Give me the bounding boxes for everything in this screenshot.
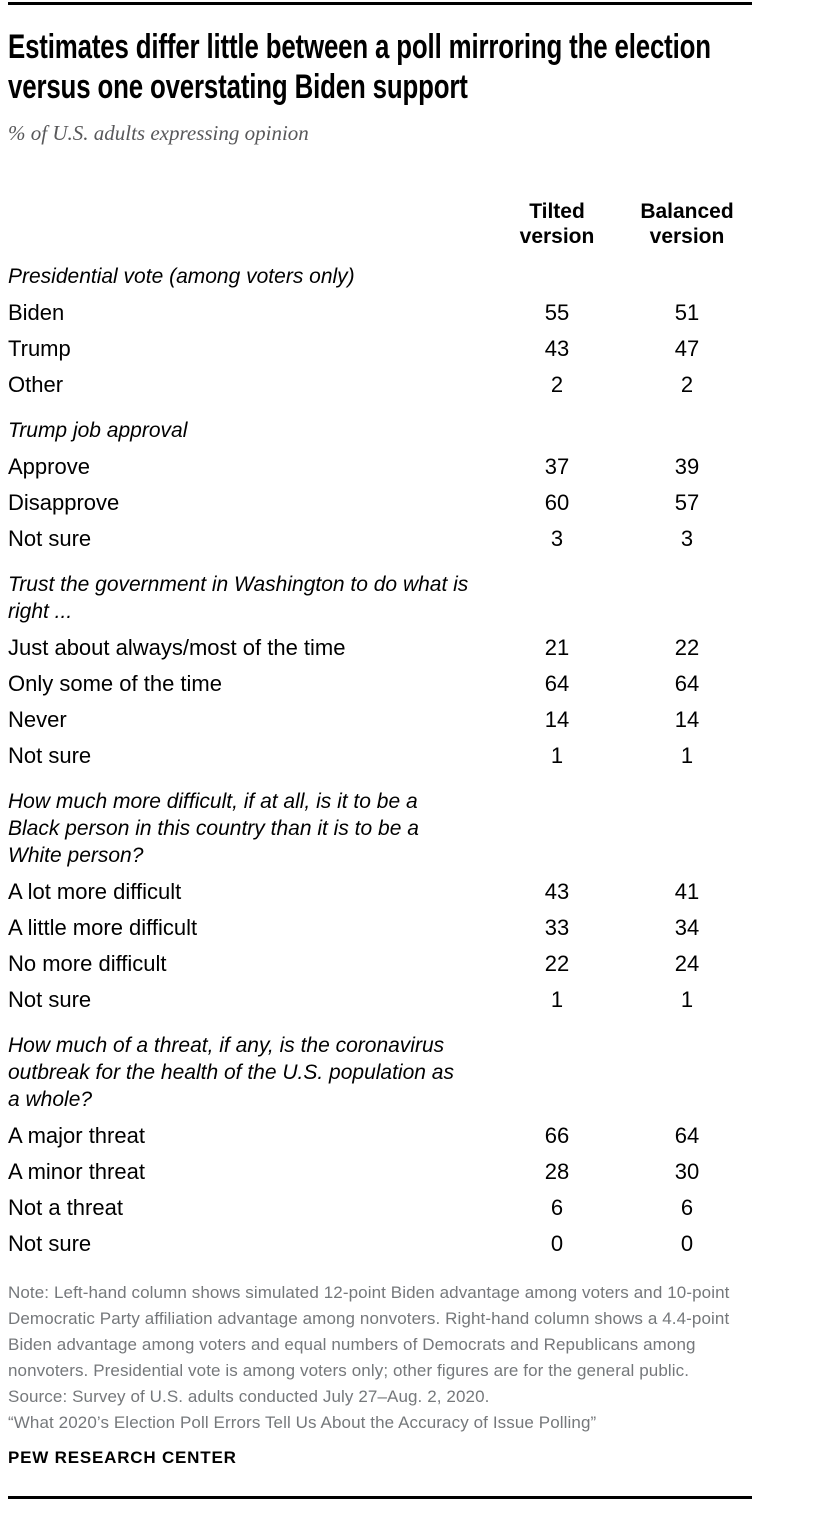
row-label: Disapprove [8,490,120,515]
tilted-value: 43 [544,336,570,361]
balanced-value: 64 [674,1123,700,1148]
row-label: A lot more difficult [8,879,182,904]
section-header: Presidential vote (among voters only) [8,265,355,288]
balanced-value: 41 [674,879,700,904]
tilted-value: 43 [544,879,570,904]
section-header: How much more difficult, if at all, is it to be a Black person in this country than it is to be a White person? [8,790,419,867]
row-label: Only some of the time [8,671,222,696]
column-header-tilted: Tilted version [519,200,595,248]
table-row [8,666,752,702]
tilted-value: 21 [544,635,570,660]
page-title: Estimates differ little between a poll mirroring the election versus one overstating Biden support [8,28,711,106]
column-header-spacer [8,199,492,249]
row-label: Not sure [8,1231,92,1256]
table-row [8,1226,752,1262]
balanced-value: 1 [680,987,694,1012]
top-rule [8,2,752,5]
section-header: Trust the government in Washington to do what is right ... [8,573,469,623]
table-row [8,367,752,403]
tilted-value: 33 [544,915,570,940]
table-row [8,521,752,557]
row-label: Not sure [8,743,92,768]
tilted-value: 1 [550,987,564,1012]
bottom-rule [8,1496,752,1499]
balanced-value: 24 [674,951,700,976]
balanced-value: 6 [680,1195,694,1220]
row-label: Never [8,707,67,732]
column-header-balanced: Balanced version [640,200,734,248]
row-label: A minor threat [8,1159,145,1184]
row-label: Other [8,372,64,397]
table-row [8,331,752,367]
tilted-value: 14 [544,707,570,732]
table-row [8,295,752,331]
tilted-value: 2 [550,372,564,397]
tilted-value: 60 [544,490,570,515]
row-label: Just about always/most of the time [8,635,346,660]
balanced-value: 47 [674,336,700,361]
balanced-value: 2 [680,372,694,397]
table-row [8,630,752,666]
tilted-value: 66 [544,1123,570,1148]
row-label: Not sure [8,987,92,1012]
row-label: A major threat [8,1123,145,1148]
table-row [8,1190,752,1226]
table-row [8,449,752,485]
balanced-value: 1 [680,743,694,768]
report-card [8,0,752,1499]
balanced-value: 39 [674,454,700,479]
table-row [8,485,752,521]
table-row [8,1118,752,1154]
source-text: Source: Survey of U.S. adults conducted July 27–Aug. 2, 2020. [8,1387,490,1406]
tilted-value: 1 [550,743,564,768]
row-label: Trump [8,336,71,361]
tilted-value: 28 [544,1159,570,1184]
balanced-value: 3 [680,526,694,551]
row-label: Biden [8,300,65,325]
row-label: Not a threat [8,1195,123,1220]
row-label: A little more difficult [8,915,198,940]
balanced-value: 57 [674,490,700,515]
table-row [8,946,752,982]
tilted-value: 3 [550,526,564,551]
table-row [8,982,752,1018]
table-row [8,1154,752,1190]
table-row [8,738,752,774]
tilted-value: 37 [544,454,570,479]
tilted-value: 6 [550,1195,564,1220]
note-text: Note: Left-hand column shows simulated 12-point Biden advantage among voters and 10-point Democratic Party affiliation advantage among nonvoters. Right-hand column shows a 4.4-point Biden advantage among voters and equal numbers of Democrats and Republicans among nonvoters. Presidential vote is among voters only; other figures are for the general public. [8,1283,730,1380]
balanced-value: 30 [674,1159,700,1184]
balanced-value: 0 [680,1231,694,1256]
tilted-value: 0 [550,1231,564,1256]
tilted-value: 55 [544,300,570,325]
table-row [8,702,752,738]
table-row [8,910,752,946]
table-body [8,263,752,1262]
brand-wordmark: PEW RESEARCH CENTER [8,1448,237,1467]
row-label: Not sure [8,526,92,551]
row-label: No more difficult [8,951,167,976]
table-row [8,874,752,910]
tilted-value: 64 [544,671,570,696]
tilted-value: 22 [544,951,570,976]
section-header: Trump job approval [8,419,188,442]
section-header: How much of a threat, if any, is the coronavirus outbreak for the health of the U.S. population as a whole? [8,1034,454,1111]
column-headers [8,199,752,249]
balanced-value: 64 [674,671,700,696]
balanced-value: 14 [674,707,700,732]
report-title-text: “What 2020’s Election Poll Errors Tell Us About the Accuracy of Issue Polling” [8,1413,597,1432]
page-subtitle: % of U.S. adults expressing opinion [8,121,309,145]
row-label: Approve [8,454,90,479]
balanced-value: 51 [674,300,700,325]
balanced-value: 22 [674,635,700,660]
balanced-value: 34 [674,915,700,940]
